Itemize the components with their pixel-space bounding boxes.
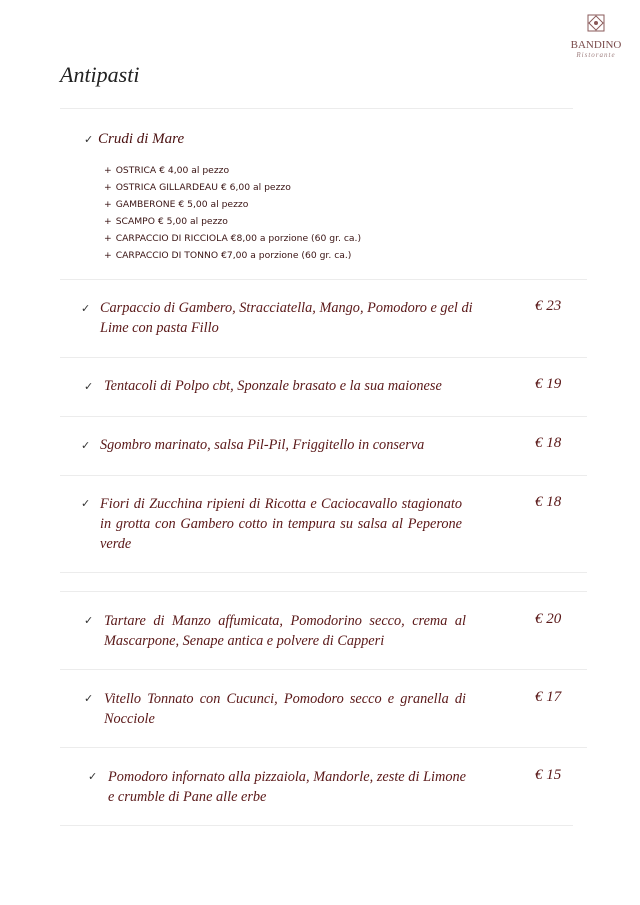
check-icon: ✓ bbox=[84, 380, 94, 393]
plus-icon: + bbox=[104, 233, 112, 244]
check-icon: ✓ bbox=[88, 770, 98, 783]
check-icon: ✓ bbox=[84, 692, 94, 705]
logo-emblem-icon bbox=[585, 12, 607, 34]
divider bbox=[60, 825, 573, 826]
dish-price: € 18 bbox=[535, 435, 562, 451]
divider bbox=[60, 357, 587, 358]
divider bbox=[60, 475, 587, 476]
dish-description: Tentacoli di Polpo cbt, Sponzale brasato e la sua maionese bbox=[104, 378, 442, 394]
list-item: + CARPACCIO DI TONNO €7,00 a porzione (60 gr. ca.) bbox=[104, 250, 352, 261]
plus-icon: + bbox=[104, 165, 112, 176]
dish-price: € 19 bbox=[535, 376, 562, 392]
dish-price: € 17 bbox=[535, 689, 562, 705]
dish-price: € 23 bbox=[535, 298, 562, 314]
check-icon: ✓ bbox=[84, 614, 94, 627]
dish-description: Fiori di Zucchina ripieni di Ricotta e Caciocavallo stagionato in grotta con Gambero cotto in tempura su salsa al Peperone verde bbox=[100, 496, 462, 552]
check-icon: ✓ bbox=[81, 497, 91, 510]
dish-price: € 20 bbox=[535, 611, 562, 627]
dish-description: Tartare di Manzo affumicata, Pomodorino secco, crema al Mascarpone, Senape antica e polvere di Capperi bbox=[104, 613, 466, 649]
check-icon: ✓ bbox=[81, 439, 91, 452]
crudi-list bbox=[104, 162, 361, 264]
check-icon: ✓ bbox=[81, 302, 91, 315]
dish-price: € 15 bbox=[535, 767, 562, 783]
divider bbox=[60, 747, 587, 748]
divider bbox=[60, 279, 587, 280]
logo-name: BANDINO bbox=[570, 39, 622, 51]
list-item: + OSTRICA GILLARDEAU € 6,00 al pezzo bbox=[104, 182, 291, 193]
logo-subtitle: Ristorante bbox=[576, 51, 616, 59]
list-item: + SCAMPO € 5,00 al pezzo bbox=[104, 216, 228, 227]
page-title: Antipasti bbox=[60, 62, 140, 87]
plus-icon: + bbox=[104, 182, 112, 193]
dish-description: Pomodoro infornato alla pizzaiola, Mandorle, zeste di Limone e crumble di Pane alle erbe bbox=[108, 769, 466, 805]
crudi-title: Crudi di Mare bbox=[98, 131, 185, 147]
restaurant-logo bbox=[566, 12, 626, 59]
list-item: + OSTRICA € 4,00 al pezzo bbox=[104, 165, 230, 176]
divider bbox=[60, 416, 587, 417]
dish-price: € 18 bbox=[535, 494, 562, 510]
divider bbox=[60, 669, 587, 670]
list-item: + CARPACCIO DI RICCIOLA €8,00 a porzione (60 gr. ca.) bbox=[104, 233, 362, 244]
dish-description: Carpaccio di Gambero, Stracciatella, Mango, Pomodoro e gel di Lime con pasta Fillo bbox=[100, 300, 473, 336]
plus-icon: + bbox=[104, 199, 112, 210]
list-item: + GAMBERONE € 5,00 al pezzo bbox=[104, 199, 249, 210]
dish-description: Vitello Tonnato con Cucunci, Pomodoro secco e granella di Nocciole bbox=[104, 691, 466, 727]
divider bbox=[60, 108, 573, 109]
divider bbox=[60, 572, 587, 573]
dish-description: Sgombro marinato, salsa Pil-Pil, Friggitello in conserva bbox=[100, 437, 425, 453]
plus-icon: + bbox=[104, 216, 112, 227]
check-icon: ✓ bbox=[84, 133, 94, 146]
divider bbox=[60, 591, 587, 592]
plus-icon: + bbox=[104, 250, 112, 261]
